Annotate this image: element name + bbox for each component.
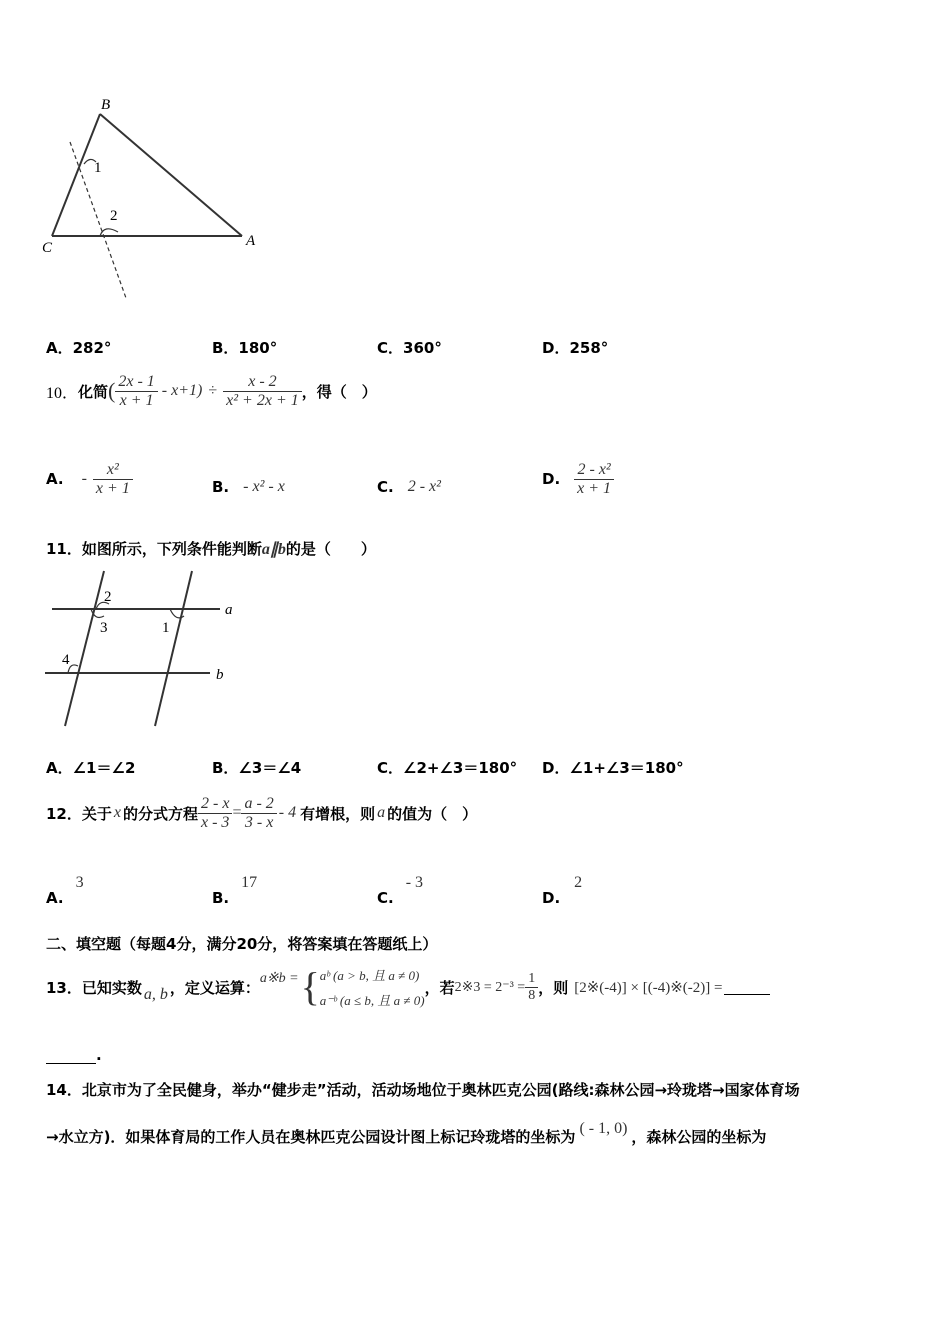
angle-4-label: 4 xyxy=(62,652,70,668)
q10-option-d: D. $\frac{\text{2 - x²}}{x + 1}$ xyxy=(542,455,614,503)
q11-option-d: D．∠1+∠3＝180° xyxy=(542,759,684,777)
q11-stem: 11．如图所示，下列条件能判断a∥b的是（ ） xyxy=(46,540,376,558)
line-a-label: a xyxy=(225,602,233,618)
angle-1-label: 1 xyxy=(94,160,102,176)
q10-option-c: C. 2 - x² xyxy=(377,478,441,496)
label-C: C xyxy=(42,240,53,256)
q9-option-d: D．258° xyxy=(542,339,609,357)
angle-1-label: 1 xyxy=(162,620,170,636)
q12-stem: 12．关于 x 的分式方程 $\frac{2 - x}{x - 3}$ = $\frac{a - 2}{3 - x}$ - 4 有增根，则 a 的值为（ ） xyxy=(46,794,478,831)
q9-option-b: B．180° xyxy=(212,339,278,357)
q10-option-a: A. - $\frac{\text{x²}}{x + 1}$ xyxy=(46,455,133,503)
q12-option-b: B.17 xyxy=(212,874,258,907)
angle-2-label: 2 xyxy=(110,208,118,224)
q13-answer-blank[interactable] xyxy=(724,980,770,995)
q9-option-c: C．360° xyxy=(377,339,442,357)
label-B: B xyxy=(101,97,111,113)
q12-option-d: D.2 xyxy=(542,874,583,907)
q13-answer-blank-end: . xyxy=(46,1046,102,1064)
q11-option-c: C．∠2+∠3＝180° xyxy=(377,759,518,777)
angle-2-label: 2 xyxy=(104,589,112,605)
q12-option-c: C.- 3 xyxy=(377,874,424,907)
angle-3-label: 3 xyxy=(100,620,108,636)
section-2-heading: 二、填空题（每题4分，满分20分，将答案填在答题纸上） xyxy=(46,935,438,953)
parallel-lines-figure xyxy=(40,566,250,731)
q12-option-a: A.3 xyxy=(46,874,84,907)
q14-line-2: →水立方)．如果体育局的工作人员在奥林匹克公园设计图上标记玲珑塔的坐标为 ( - 1, 0) ，森林公园的坐标为 xyxy=(46,1119,767,1146)
q11-option-a: A．∠1＝∠2 xyxy=(46,759,136,777)
line-b-label: b xyxy=(216,667,224,683)
q13-stem: 13．已知实数 a, b ，定义运算： a※b = { aᵇ (a > b, 且 a ≠ 0) a⁻ᵇ (a ≤ b, 且 a ≠ 0) ，若 2※3 = 2⁻³ = $\frac{1}{8}$ ，则 [2※(-4)] × [(-4)※(-2)] = xyxy=(46,958,770,1016)
q10-stem: 10． 化简 ( $\frac{2x - 1}{x + 1}$ - x+1) ÷ $\frac{x - 2}{\text{x² + 2x + 1}}$ ，得（ ） xyxy=(46,372,377,409)
q11-option-b: B．∠3＝∠4 xyxy=(212,759,302,777)
q9-option-a: A．282° xyxy=(46,339,112,357)
label-A: A xyxy=(246,233,256,249)
triangle-figure xyxy=(40,92,270,302)
q14-line-1: 14．北京市为了全民健身，举办“健步走”活动，活动场地位于奥林匹克公园(路线:森林公园→玲珑塔→国家体育场 xyxy=(46,1081,800,1099)
q10-option-b: B. - x² - x xyxy=(212,478,285,496)
